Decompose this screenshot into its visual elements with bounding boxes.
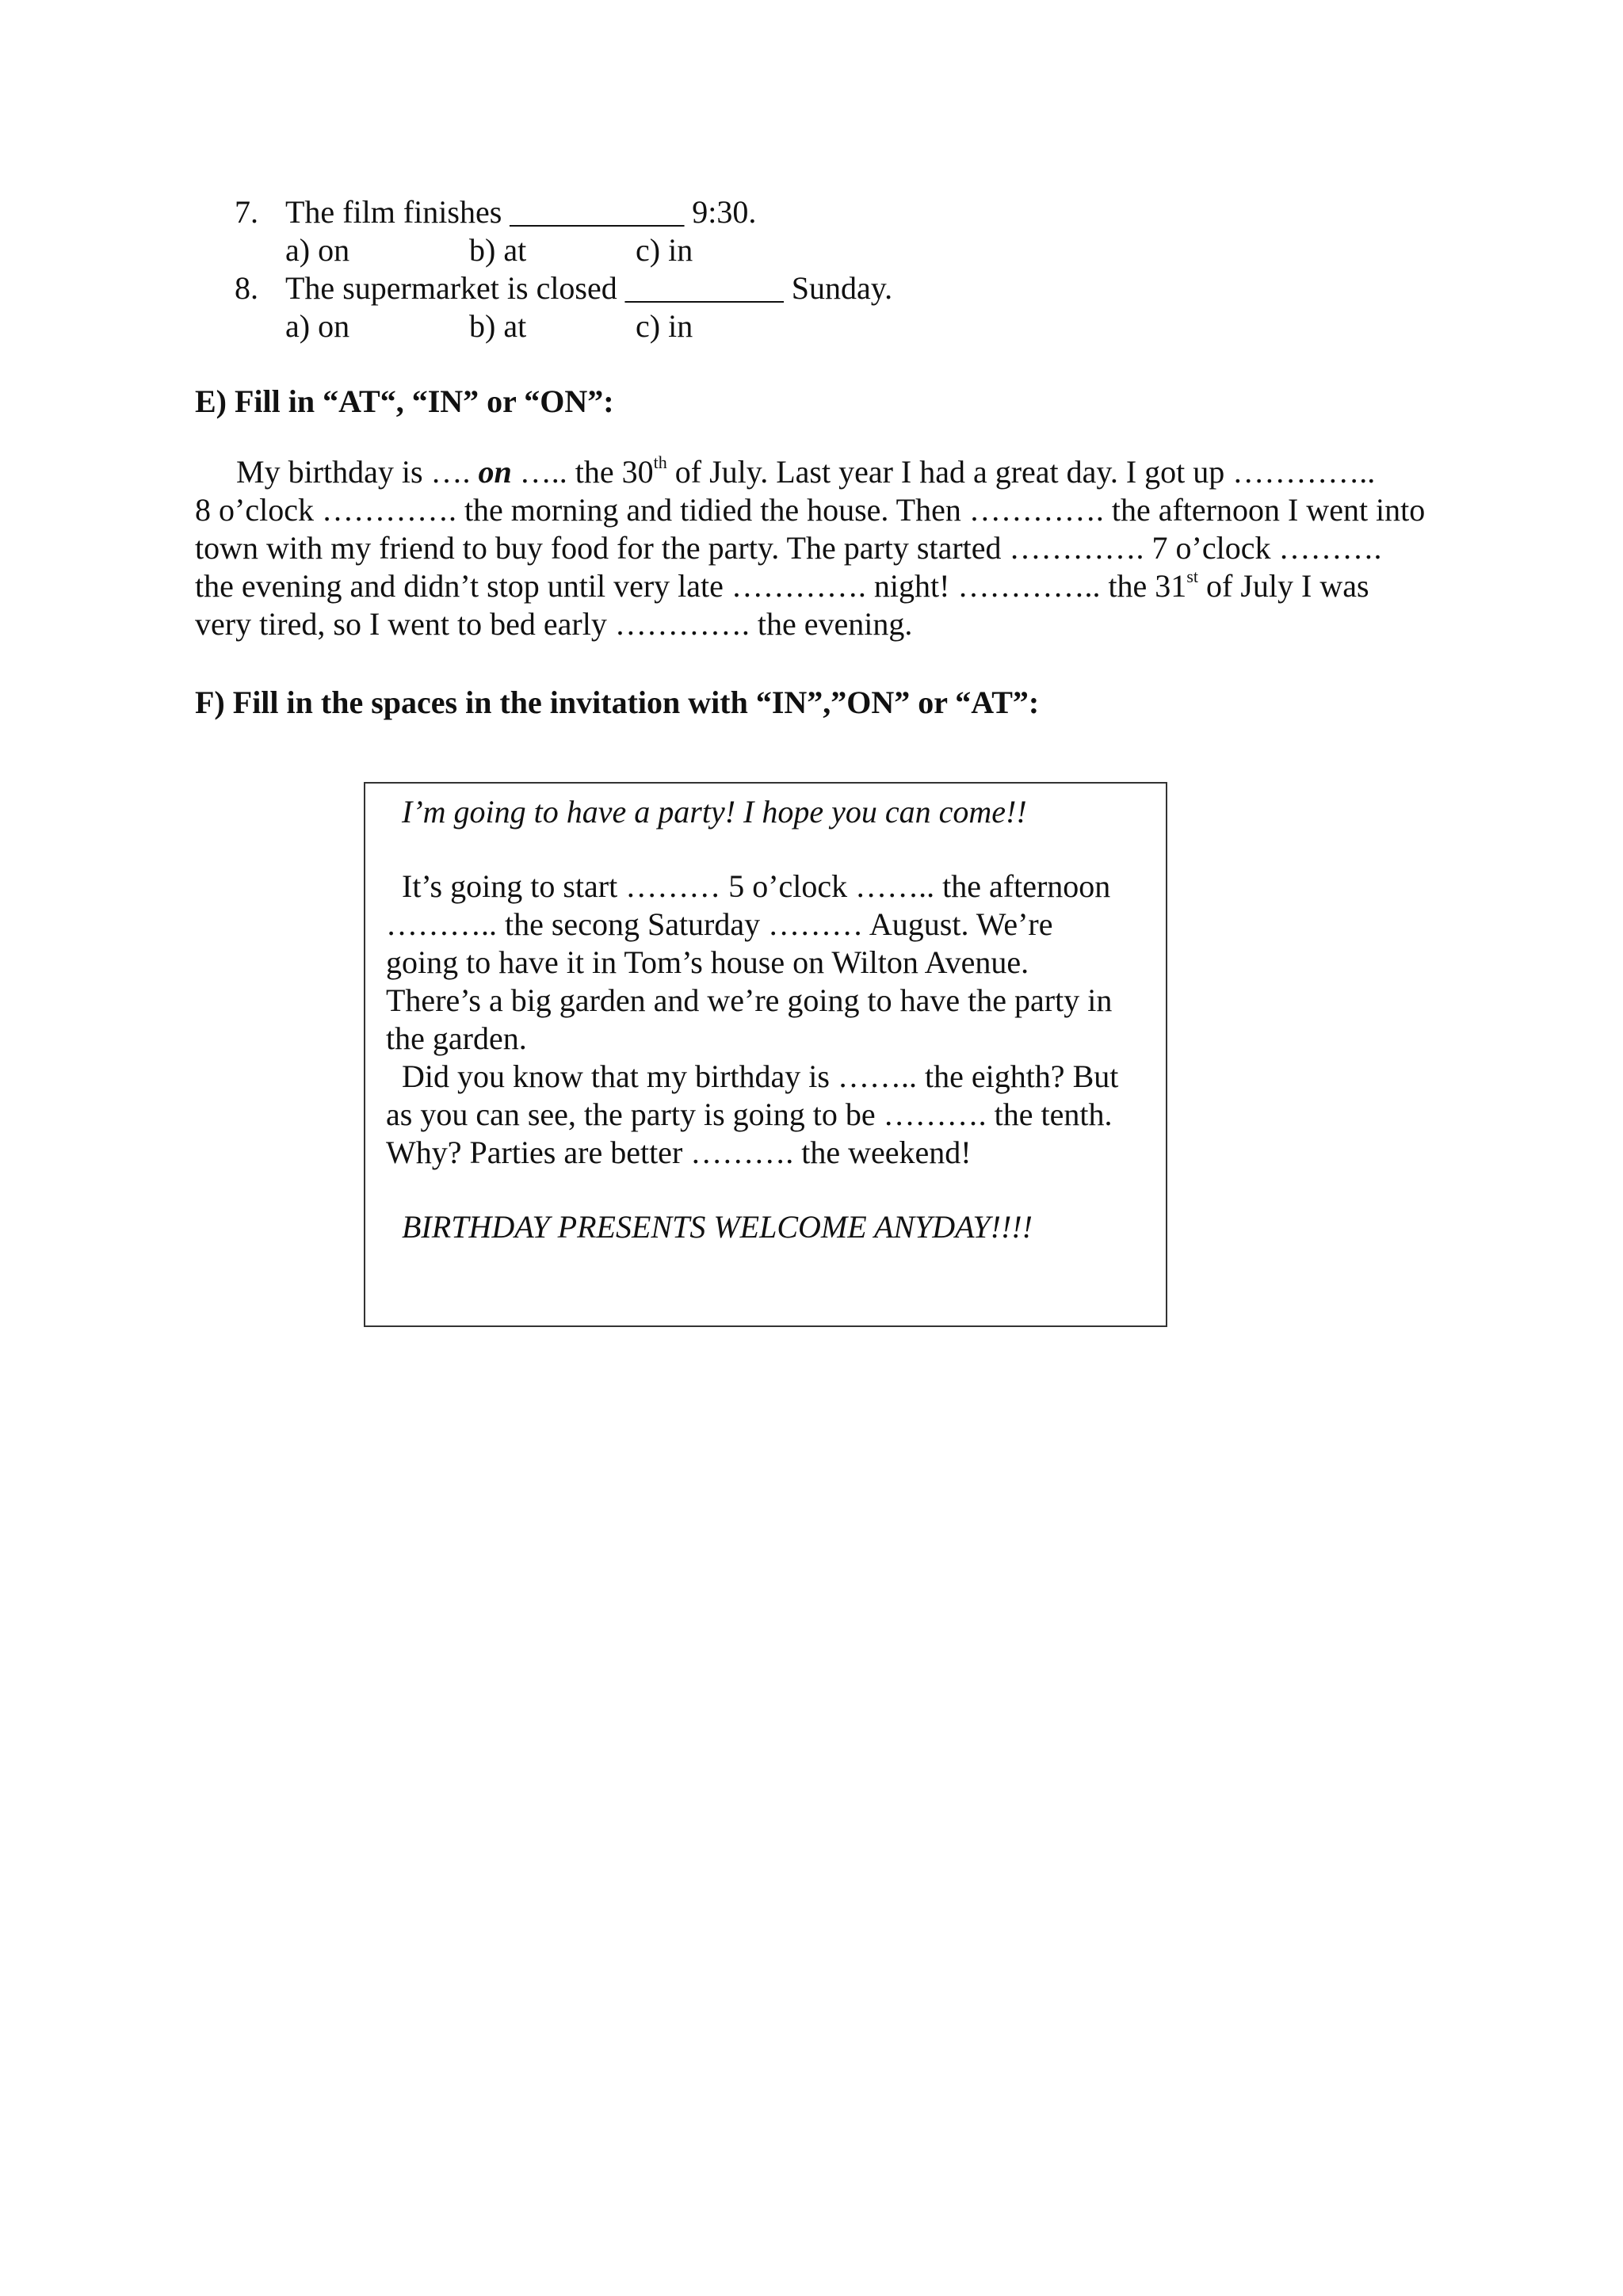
question-7	[235, 193, 756, 231]
option-a: a) on	[285, 232, 350, 268]
text-segment: My birthday is ….	[236, 454, 479, 490]
example-answer: on	[478, 454, 512, 490]
invitation-box	[364, 782, 1167, 1327]
question-number: 7.	[235, 194, 258, 230]
text-segment: of July. Last year I had a great day. I got up …………..	[666, 454, 1376, 490]
text-segment: of July I was	[1198, 568, 1369, 604]
invitation-line: Did you know that my birthday is …….. the eighth? But	[402, 1058, 1119, 1094]
ordinal-suffix: st	[1186, 566, 1198, 586]
text-segment: ….. the 30	[511, 454, 654, 490]
question-number: 8.	[235, 270, 258, 306]
paragraph-line: very tired, so I went to bed early …………. the evening.	[195, 606, 913, 642]
text-segment: the evening and didn’t stop until very late …………. night! ………….. the 31	[195, 568, 1187, 604]
invitation-line: There’s a big garden and we’re going to have the party in	[386, 982, 1113, 1018]
invitation-line: ……….. the secong Saturday ……… August. We’re	[386, 906, 1053, 942]
option-b: b) at	[469, 232, 527, 268]
option-c: c) in	[636, 232, 693, 268]
paragraph-line: town with my friend to buy food for the party. The party started …………. 7 o’clock ……….	[195, 530, 1382, 566]
invitation-line: going to have it in Tom’s house on Wilton Avenue.	[386, 944, 1029, 980]
invitation-line: as you can see, the party is going to be ………. the tenth.	[386, 1097, 1113, 1132]
invitation-closing: BIRTHDAY PRESENTS WELCOME ANYDAY!!!!	[402, 1209, 1033, 1245]
invitation-line: Why? Parties are better ………. the weekend!	[386, 1135, 972, 1170]
invitation-line: It’s going to start ……… 5 o’clock …….. the afternoon	[402, 868, 1111, 904]
question-8	[235, 269, 892, 307]
invitation-intro: I’m going to have a party! I hope you can come!!	[402, 794, 1027, 830]
section-f-heading: F) Fill in the spaces in the invitation with “IN”,”ON” or “AT”:	[195, 685, 1040, 720]
paragraph-line: 8 o’clock …………. the morning and tidied the house. Then …………. the afternoon I went into	[195, 492, 1426, 528]
section-e-paragraph	[195, 453, 1495, 643]
ordinal-suffix: th	[653, 452, 667, 472]
section-e-heading: E) Fill in “AT“, “IN” or “ON”:	[195, 383, 614, 419]
option-b: b) at	[469, 308, 527, 344]
paragraph-line	[195, 453, 1495, 491]
question-text: The supermarket is closed __________ Sunday.	[285, 270, 893, 306]
option-a: a) on	[285, 308, 350, 344]
paragraph-line	[195, 567, 1495, 605]
option-c: c) in	[636, 308, 693, 344]
question-text: The film finishes ___________ 9:30.	[285, 194, 757, 230]
invitation-line: the garden.	[386, 1020, 527, 1056]
